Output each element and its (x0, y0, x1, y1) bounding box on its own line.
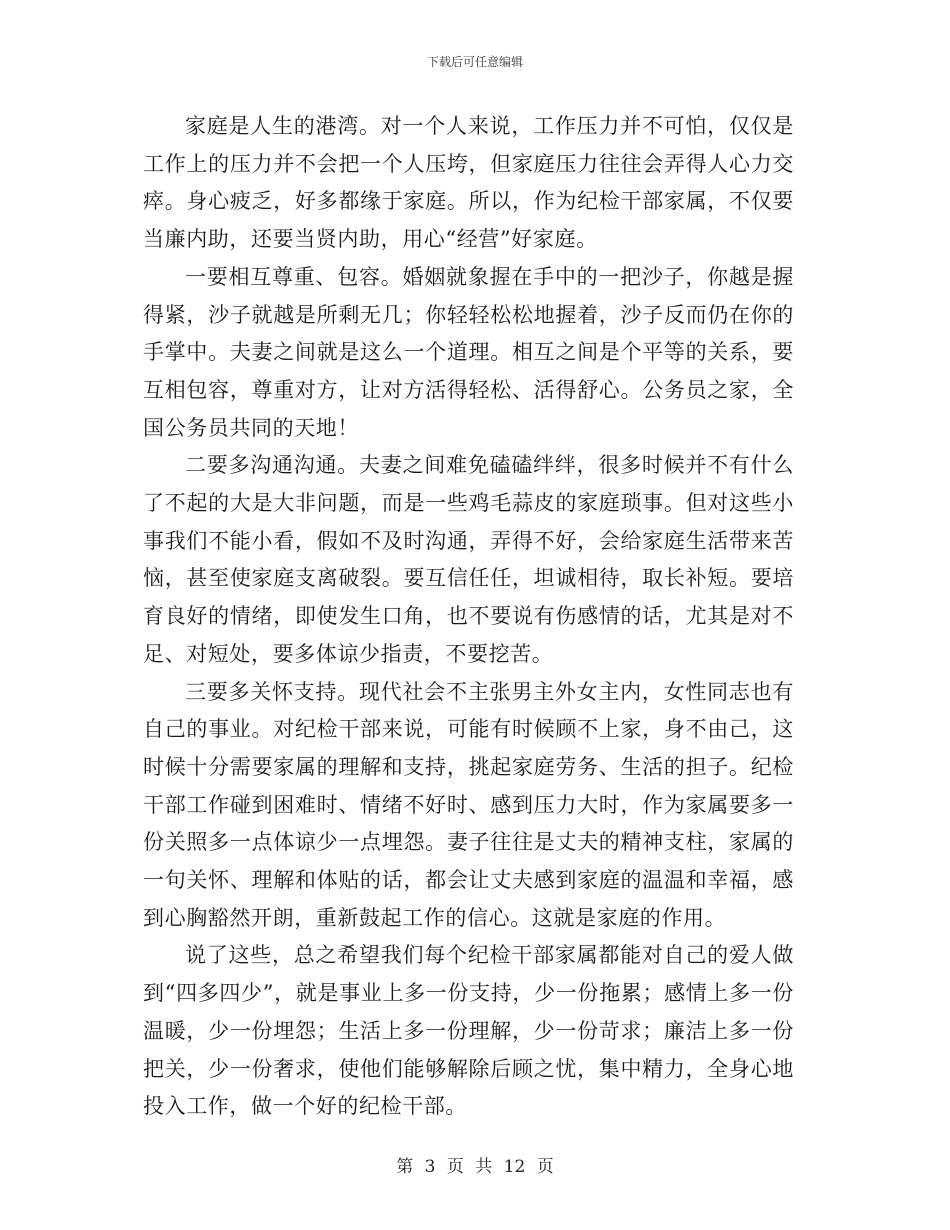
paragraph-respect: 一要相互尊重、包容。婚姻就象握在手中的一把沙子，你越是握得紧，沙子就越是所剩无几；你轻轻松松地握着，沙子反而仍在你的手掌中。夫妻之间就是这么一个道理。相互之间是个平等的关系，要互相包容，尊重对方，让对方活得轻松、活得舒心。公务员之家，全国公务员共同的天地！ (143, 264, 794, 440)
page-number: 第 3 页 共 12 页 (396, 1157, 554, 1177)
page-header: 下载后可任意编辑 (426, 55, 523, 69)
paragraph-conclusion: 说了这些，总之希望我们每个纪检干部家属都能对自己的爱人做到“四多四少”，就是事业上多一份支持，少一份拖累；感情上多一份温暖，少一份埋怨；生活上多一份理解，少一份苛求；廉洁上多一份把关，少一份奢求，使他们能够解除后顾之忧，集中精力，全身心地投入工作，做一个好的纪检干部。 (143, 943, 794, 1119)
paragraph-support: 三要多关怀支持。现代社会不主张男主外女主内，女性同志也有自己的事业。对纪检干部来说，可能有时候顾不上家，身不由己，这时候十分需要家属的理解和支持，挑起家庭劳务、生活的担子。纪检干部工作碰到困难时、情绪不好时、感到压力大时，作为家属要多一份关照多一点体谅少一点埋怨。妻子往往是丈夫的精神支柱，家属的一句关怀、理解和体贴的话，都会让丈夫感到家庭的温温和幸福，感到心胸豁然开朗，重新鼓起工作的信心。这就是家庭的作用。 (143, 679, 794, 930)
document-body (143, 108, 794, 1126)
paragraph-communication: 二要多沟通沟通。夫妻之间难免磕磕绊绊，很多时候并不有什么了不起的大是大非问题，而是一些鸡毛蒜皮的家庭琐事。但对这些小事我们不能小看，假如不及时沟通，弄得不好，会给家庭生活带来苦恼，甚至使家庭支离破裂。要互信任任，坦诚相待，取长补短。要培育良好的情绪，即使发生口角，也不要说有伤感情的话，尤其是对不足、对短处，要多体谅少指责，不要挖苦。 (143, 453, 794, 666)
paragraph-intro: 家庭是人生的港湾。对一个人来说，工作压力并不可怕，仅仅是工作上的压力并不会把一个人压垮，但家庭压力往往会弄得人心力交瘁。身心疲乏，好多都缘于家庭。所以，作为纪检干部家属，不仅要当廉内助，还要当贤内助，用心“经营”好家庭。 (143, 114, 794, 252)
